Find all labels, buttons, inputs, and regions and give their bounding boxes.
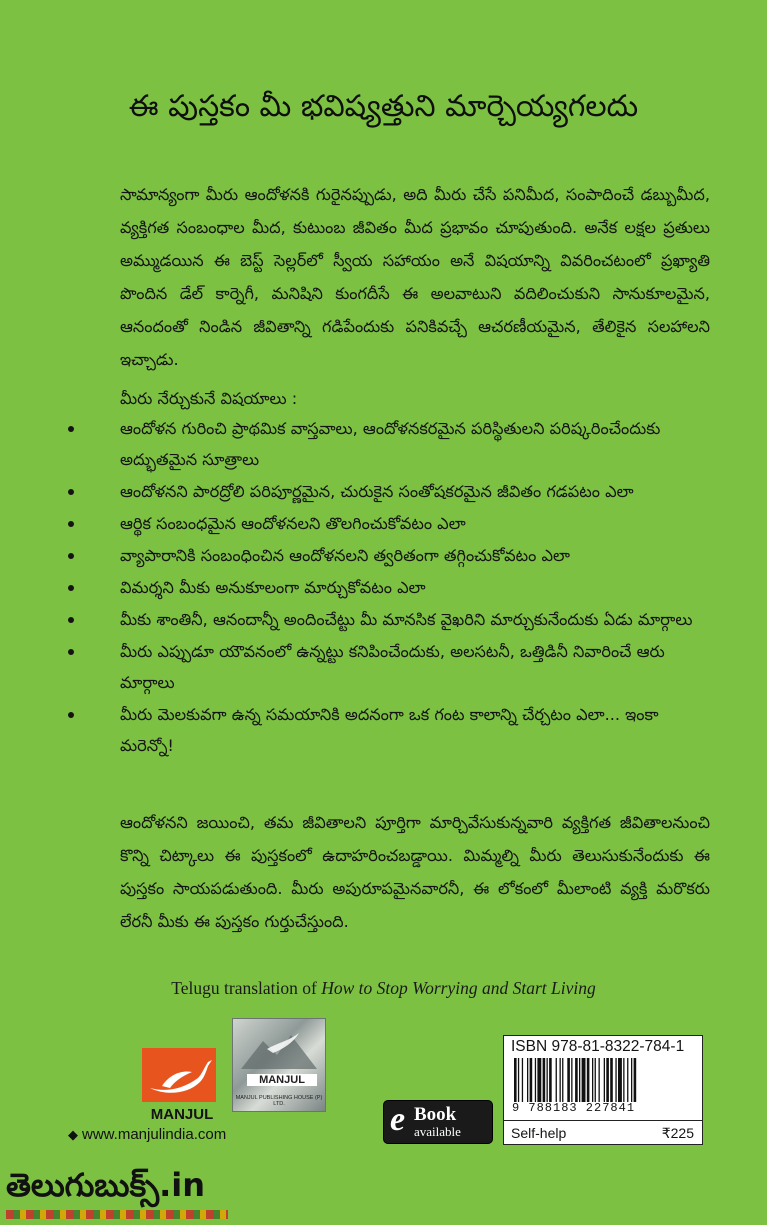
watermark-band [6, 1210, 228, 1219]
list-item [66, 508, 716, 539]
bullet-icon [68, 553, 74, 559]
swan-icon [142, 1048, 216, 1102]
bullet-icon [68, 426, 74, 432]
outro-paragraph: ఆందోళనని జయించి, తమ జీవితాలని పూర్తిగా మార్చివేసుకున్నవారి వ్యక్తిగత జీవితాలనుంచి కొన్ని చిట్కాలు ఈ పుస్తకంలో ఉదాహరించబడ్డాయి. మిమ్మల్ని మీరు తెలుసుకునేందుకు ఈ పుస్తకం సాయపడుతుంది. మీరు అపురూపమైనవారనీ, ఈ లోకంలో మీలాంటి వ్యక్తి మరొకరు లేరనీ మీకు ఈ పుస్తకం గుర్తుచేస్తుంది. [120, 813, 710, 931]
watermark-logo: తెలుగుబుక్స్.in [6, 1166, 206, 1204]
list-item [66, 572, 716, 603]
translation-prefix: Telugu translation of [171, 978, 322, 998]
learning-list [66, 413, 716, 762]
intro-paragraph: సామాన్యంగా మీరు ఆందోళనకి గురైనప్పుడు, అది మీరు చేసే పనిమీద, సంపాదించే డబ్బుమీద, వ్యక్తిగత సంబంధాల మీద, కుటుంబ జీవితం మీద ప్రభావం చూపుతుంది. అనేక లక్షల ప్రతులు అమ్ముడయిన ఈ బెస్ట్ సెల్లర్‌లో స్వీయ సహాయం అనే విషయాన్ని వివరించటంలో ప్రఖ్యాతి పొందిన డేల్ కార్నెగీ, మనిషిని కుంగదీసే ఈ అలవాటుని వదిలించుకుని సానుకూలమైన, ఆనందంతో నిండిన జీవితాన్ని గడిపేందుకు పనికివచ్చే ఆచరణీయమైన, తేలికైన సలహాలని ఇచ్చాడు. [120, 185, 710, 369]
hologram-sticker [232, 1018, 326, 1112]
list-item [66, 604, 716, 635]
bullet-icon [68, 712, 74, 718]
bullet-icon [68, 585, 74, 591]
bullet-icon [68, 521, 74, 527]
bullet-icon [68, 489, 74, 495]
bullet-marker-icon: ◆ [68, 1127, 78, 1142]
learn-heading: మీరు నేర్చుకునే విషయాలు : [120, 389, 298, 408]
list-item-text: మీకు శాంతినీ, ఆనందాన్నీ అందించేట్టు మీ మానసిక వైఖరిని మార్చుకునేందుకు ఏడు మార్గాలు [120, 610, 693, 629]
bullet-icon [68, 649, 74, 655]
ebook-badge [383, 1100, 493, 1144]
list-item [66, 540, 716, 571]
ebook-line2: available [414, 1124, 461, 1139]
list-item-text: ఆందోళన గురించి ప్రాథమిక వాస్తవాలు, ఆందోళనకరమైన పరిస్థితులని పరిష్కరించేందుకు అద్భుతమైన సూత్రాలు [120, 419, 661, 469]
original-book-title: How to Stop Worrying and Start Living [321, 978, 596, 998]
publisher-logo-text: MANJUL [150, 1106, 214, 1123]
list-item [66, 413, 716, 475]
barcode-icon [512, 1058, 694, 1102]
mountain-bird-icon [233, 1019, 325, 1075]
list-item [66, 699, 716, 761]
ebook-e-icon: e [390, 1101, 406, 1138]
hologram-fine-print: MANJUL PUBLISHING HOUSE (P) LTD. [235, 1095, 323, 1107]
list-item-text: మీరు ఎప్పుడూ యౌవనంలో ఉన్నట్టు కనిపించేందుకు, అలసటనీ, ఒత్తిడినీ నివారించే ఆరు మార్గాలు [120, 642, 665, 692]
price-label: ₹225 [661, 1125, 694, 1141]
list-item-text: విమర్శని మీకు అనుకూలంగా మార్చుకోవటం ఎలా [120, 578, 426, 597]
publisher-website [68, 1126, 226, 1143]
isbn-text: ISBN 978-81-8322-784-1 [511, 1038, 685, 1055]
hologram-label: MANJUL [247, 1074, 317, 1086]
list-item [66, 636, 716, 698]
ebook-line1: Book [414, 1104, 457, 1125]
barcode-panel [503, 1035, 703, 1145]
barcode-digits: 9 788183 227841 [512, 1101, 636, 1115]
cover-heading: ఈ పుస్తకం మీ భవిష్యత్తుని మార్చెయ్యగలదు [128, 89, 639, 124]
list-item-text: వ్యాపారానికి సంబంధించిన ఆందోళనలని త్వరితంగా తగ్గించుకోవటం ఎలా [120, 546, 570, 565]
bird-logo-icon [142, 1048, 216, 1102]
bullet-icon [68, 617, 74, 623]
list-item-text: ఆందోళనని పారద్రోలి పరిపూర్ణమైన, చురుకైన సంతోషకరమైన జీవితం గడపటం ఎలా [120, 482, 634, 501]
website-text: www.manjulindia.com [82, 1126, 227, 1143]
list-item [66, 476, 716, 507]
publisher-logo [142, 1048, 220, 1132]
list-item-text: మీరు మెలకువగా ఉన్న సమయానికి అదనంగా ఒక గంట కాలాన్ని చేర్చటం ఎలా... ఇంకా మరెన్నో! [120, 705, 659, 755]
list-item-text: ఆర్థిక సంబంధమైన ఆందోళనలని తొలగించుకోవటం ఎలా [120, 514, 466, 533]
category-label: Self-help [511, 1125, 567, 1141]
barcode-footer [504, 1120, 702, 1145]
translation-note [0, 978, 767, 999]
